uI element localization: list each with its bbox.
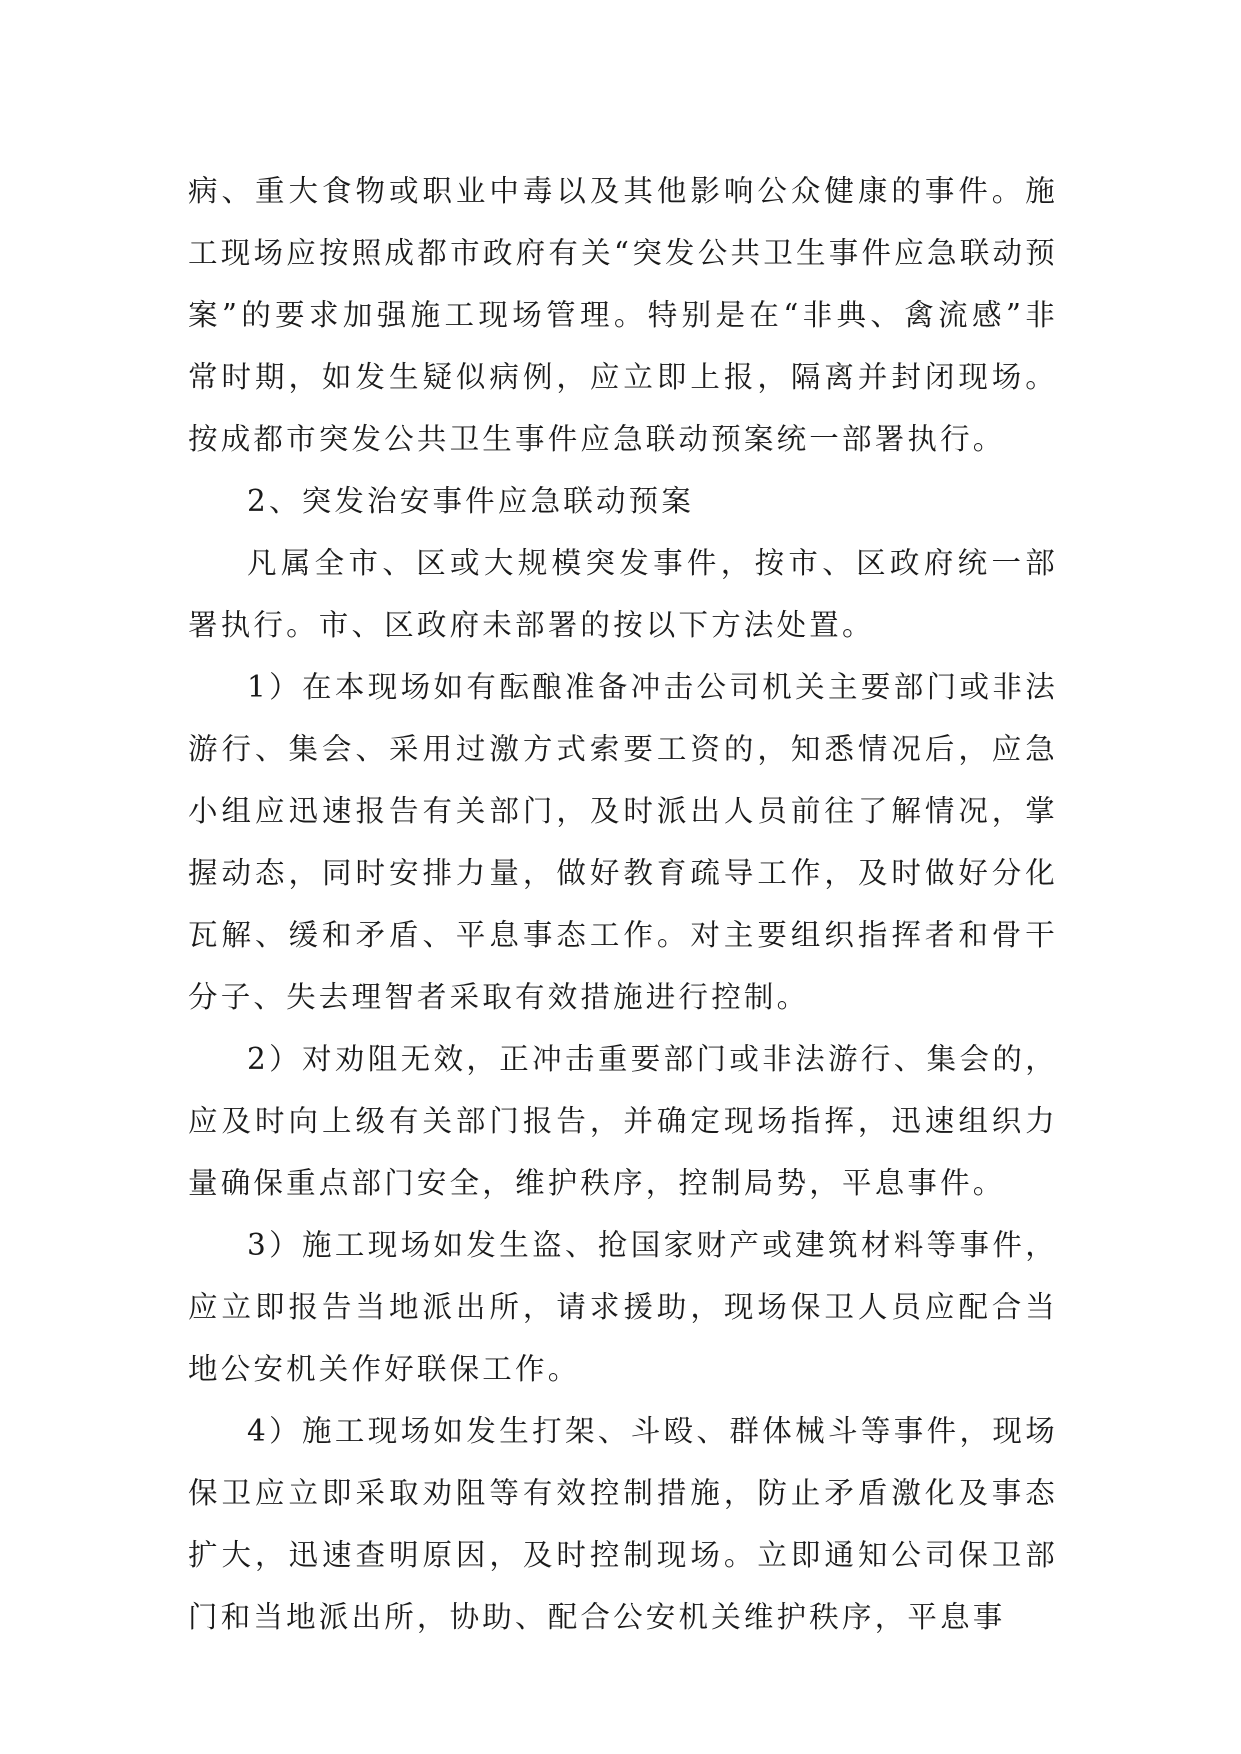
list-item-4: 4）施工现场如发生打架、斗殴、群体械斗等事件，现场保卫应立即采取劝阻等有效控制措施，防止矛盾激化及事态扩大，迅速查明原因，及时控制现场。立即通知公司保卫部门和当地派出所，协助、配合公安机关维护秩序，平息事 — [188, 1414, 1058, 1634]
paragraph-large-scale-incidents: 凡属全市、区或大规模突发事件，按市、区政府统一部署执行。市、区政府未部署的按以下方法处置。 — [188, 546, 1058, 642]
list-item-2: 2）对劝阻无效，正冲击重要部门或非法游行、集会的，应及时向上级有关部门报告，并确定现场指挥，迅速组织力量确保重点部门安全，维护秩序，控制局势，平息事件。 — [188, 1042, 1058, 1200]
paragraph-public-health-continuation: 病、重大食物或职业中毒以及其他影响公众健康的事件。施工现场应按照成都市政府有关“突发公共卫生事件应急联动预案”的要求加强施工现场管理。特别是在“非典、禽流感”非常时期，如发生疑似病例，应立即上报，隔离并封闭现场。按成都市突发公共卫生事件应急联动预案统一部署执行。 — [188, 174, 1058, 456]
document-body — [188, 160, 1058, 1648]
list-item-1: 1）在本现场如有酝酿准备冲击公司机关主要部门或非法游行、集会、采用过激方式索要工资的，知悉情况后，应急小组应迅速报告有关部门，及时派出人员前往了解情况，掌握动态，同时安排力量，做好教育疏导工作，及时做好分化瓦解、缓和矛盾、平息事态工作。对主要组织指挥者和骨干分子、失去理智者采取有效措施进行控制。 — [188, 670, 1058, 1014]
list-item-3: 3）施工现场如发生盗、抢国家财产或建筑材料等事件，应立即报告当地派出所，请求援助，现场保卫人员应配合当地公安机关作好联保工作。 — [188, 1228, 1058, 1386]
section-heading-security-incident-plan: 2、突发治安事件应急联动预案 — [247, 484, 695, 518]
